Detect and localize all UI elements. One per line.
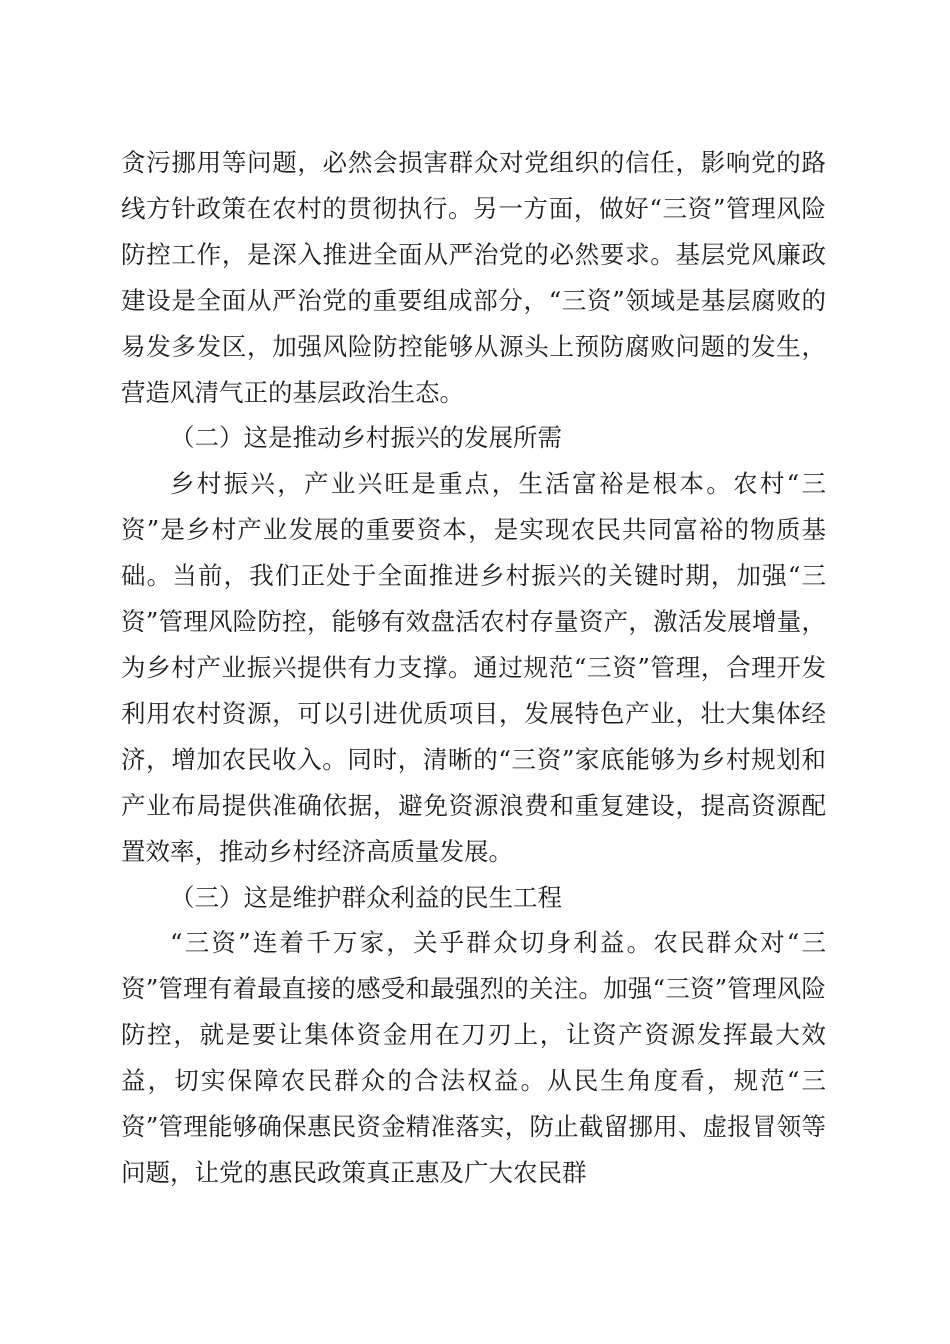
- section-heading-public-interest: （三）这是维护群众利益的民生工程: [170, 882, 562, 912]
- paragraph-rural-revitalization: 乡村振兴，产业兴旺是重点，生活富裕是根本。农村“三资”是乡村产业发展的重要资本，是实现农民共同富裕的物质基础。当前，我们正处于全面推进乡村振兴的关键时期，加强“三资”管理风险防控，能够有效盘活农村存量资产，激活发展增量，为乡村产业振兴提供有力支撑。通过规范“三资”管理，合理开发利用农村资源，可以引进优质项目，发展特色产业，壮大集体经济，增加农民收入。同时，清晰的“三资”家底能够为乡村规划和产业布局提供准确依据，避免资源浪费和重复建设，提高资源配置效率，推动乡村经济高质量发展。: [121, 469, 826, 866]
- paragraph-public-interest: “三资”连着千万家，关乎群众切身利益。农民群众对“三资”管理有着最直接的感受和最强烈的关注。加强“三资”管理风险防控，就是要让集体资金用在刀刃上，让资产资源发挥最大效益，切实保障农民群众的合法权益。从民生角度看，规范“三资”管理能够确保惠民资金精准落实，防止截留挪用、虚报冒领等问题，让党的惠民政策真正惠及广大农民群: [121, 928, 826, 1187]
- paragraph-party-governance: 贪污挪用等问题，必然会损害群众对党组织的信任，影响党的路线方针政策在农村的贯彻执行。另一方面，做好“三资”管理风险防控工作，是深入推进全面从严治党的必然要求。基层党风廉政建设是全面从严治党的重要组成部分，“三资”领域是基层腐败的易发多发区，加强风险防控能够从源头上预防腐败问题的发生，营造风清气正的基层政治生态。: [121, 148, 826, 407]
- section-heading-rural-revitalization: （二）这是推动乡村振兴的发展所需: [170, 423, 562, 453]
- document-body: [121, 140, 826, 1196]
